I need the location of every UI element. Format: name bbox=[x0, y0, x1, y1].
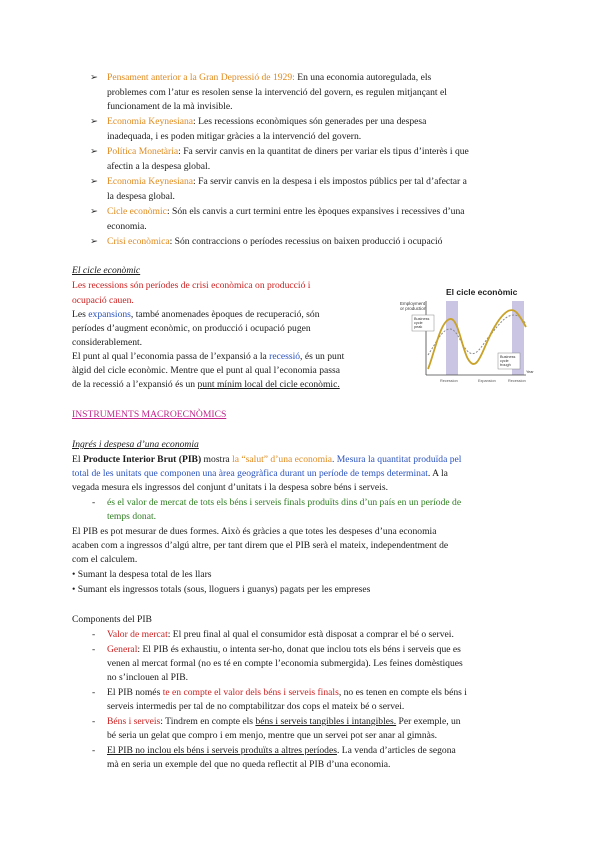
cycle-text-line: àlgid del cicle econòmic. Mentre que el punt al qual l’economia passa bbox=[72, 365, 340, 376]
component-item: Béns i serveis: Tindrem en compte els béns i serveis tangibles i intangibles. Per exemple, un bbox=[107, 716, 461, 727]
arrow-bullet-icon: ➢ bbox=[90, 236, 99, 247]
definition-item: Política Monetària: Fa servir canvis en la quantitat de diners per variar els tipus d’interès i que bbox=[107, 146, 469, 157]
dash-bullet-icon: - bbox=[92, 716, 96, 727]
band-label: Expansion bbox=[478, 379, 496, 383]
arrow-bullet-icon: ➢ bbox=[90, 146, 99, 157]
pib-heading: Ingrés i despesa d’una economia bbox=[72, 439, 199, 450]
cycle-text-line: considerablement. bbox=[72, 337, 143, 348]
dash-bullet-icon: - bbox=[92, 629, 96, 640]
pib-bullet-item: • Sumant la despesa total de les llars bbox=[72, 569, 212, 580]
cycle-text-line: El punt al qual l’economia passa de l’expansió a la recessió, és un punt bbox=[72, 351, 345, 362]
cycle-heading: El cicle econòmic bbox=[72, 265, 141, 276]
definition-item: Cicle econòmic: Són els canvis a curt termini entre les èpoques expansives i recessives d’una bbox=[107, 206, 465, 217]
definition-item: Crisi econòmica: Són contraccions o períodes recessius on baixen producció i ocupació bbox=[107, 236, 443, 247]
pib-text-line: El PIB es pot mesurar de dues formes. Això és gràcies a que totes les despeses d’una economia bbox=[72, 526, 437, 537]
band-label: Recession bbox=[508, 379, 526, 383]
trough-label: cycle bbox=[500, 359, 509, 363]
cycle-text-line: Les recessions són períodes de crisi econòmica on producció i bbox=[72, 280, 311, 291]
peak-label: cycle bbox=[414, 321, 423, 325]
cycle-text-line: períodes d’augment econòmic, on producció i ocupació pugen bbox=[72, 323, 311, 334]
arrow-bullet-icon: ➢ bbox=[90, 116, 99, 127]
pib-definition-line: temps donat. bbox=[107, 511, 157, 522]
pib-text-line: acaben com a ingressos d’algú altre, per tant direm que el PIB serà el mateix, independentment de bbox=[72, 540, 449, 551]
chart-ylabel: or production bbox=[400, 306, 427, 311]
pib-definition-line: és el valor de mercat de tots els béns i serveis finals produïts dins d’un país en un període de bbox=[107, 497, 462, 508]
definition-term: Economia Keynesiana bbox=[107, 116, 194, 127]
component-item: Valor de mercat: El preu final al qual el consumidor està disposat a comprar el bé o servei. bbox=[107, 629, 454, 640]
business-cycle-chart bbox=[398, 283, 534, 387]
chart-ylabel: Employment bbox=[400, 301, 426, 306]
component-item: General: El PIB és exhaustiu, o intenta ser-ho, donat que inclou tots els béns i serveis que es bbox=[107, 644, 461, 655]
arrow-bullet-icon: ➢ bbox=[90, 176, 99, 187]
dash-bullet-icon: - bbox=[92, 644, 96, 655]
definition-term: Economia Keynesiana bbox=[107, 176, 194, 187]
chart-xlabel: Year bbox=[526, 370, 534, 374]
definition-term: Pensament anterior a la Gran Depressió de 1929: bbox=[107, 72, 295, 83]
pib-text-line: vegada mesura els ingressos del conjunt d’unitats i la despesa sobre béns i serveis. bbox=[72, 482, 388, 493]
dash-bullet-icon: - bbox=[92, 745, 96, 756]
pib-bullet-item: • Sumant els ingressos totals (sous, lloguers i guanys) pagats per les empreses bbox=[72, 584, 371, 595]
cycle-text-line: Les expansions, també anomenades èpoques de recuperació, són bbox=[72, 309, 320, 320]
definition-term: Crisi econòmica bbox=[107, 236, 170, 247]
definition-item: Economia Keynesiana: Fa servir canvis en la despesa i els impostos públics per tal d’afectar a bbox=[107, 176, 467, 187]
component-item: El PIB només te en compte el valor dels béns i serveis finals, no es tenen en compte els béns i bbox=[107, 687, 467, 698]
pib-text-line: com el calculem. bbox=[72, 554, 138, 565]
dash-bullet-icon: - bbox=[92, 497, 96, 508]
pib-text-line: total de les unitats que componen una àrea geogràfica durant un període de temps determinat. A la bbox=[72, 468, 448, 479]
components-heading: Components del PIB bbox=[72, 614, 152, 625]
dash-bullet-icon: - bbox=[92, 687, 96, 698]
cycle-text-line: ocupació cauen. bbox=[72, 295, 134, 306]
definition-item: Economia Keynesiana: Les recessions econòmiques són generades per una despesa bbox=[107, 116, 427, 127]
peak-label: peak bbox=[414, 325, 423, 329]
arrow-bullet-icon: ➢ bbox=[90, 72, 99, 83]
peak-label: Business bbox=[414, 317, 430, 321]
component-item: El PIB no inclou els béns i serveis produïts a altres períodes. La venda d’articles de segona bbox=[107, 745, 456, 756]
section-heading: INSTRUMENTS MACROECNÒMICS bbox=[72, 409, 227, 420]
recession-band bbox=[446, 301, 458, 375]
trough-label: Business bbox=[500, 355, 516, 359]
arrow-bullet-icon: ➢ bbox=[90, 206, 99, 217]
definition-term: Cicle econòmic bbox=[107, 206, 167, 217]
trend-line bbox=[428, 315, 526, 355]
definition-item: Pensament anterior a la Gran Depressió de 1929: En una economia autoregulada, els bbox=[107, 72, 432, 83]
definition-term: Política Monetària bbox=[107, 146, 179, 157]
cycle-text-line: de la recessió a l’expansió és un punt mínim local del cicle econòmic. bbox=[72, 379, 340, 390]
document-page: ➢ Pensament anterior a la Gran Depressió de 1929: En una economia autoregulada, els problemes com l’atur es resolen sense la intervenció del govern, es regulen mitjançant el funcionament de la mà invisible. ➢ Economia Keynesiana: Les recessions econòmiques són generades per una despesa inadequada, i es poden mitigar gràcies a la intervenció del govern. ➢ Política Monetària: Fa servir canvis en la quantitat de diners per variar els tipus d’interès i que afectin a la despesa global. ➢ Economia Keynesiana: Fa servir canvis en la despesa i els impostos públics per tal d’afectar a la despesa global. ➢ Cicle econòmic: Són els canvis a curt termini entre les èpoques expansives i recessives d’una economia. ➢ Crisi econòmica: Són contraccions o períodes recessius on baixen producció i ocupació El cicle econòmic Les recessions són períodes de crisi econòmica on producció i ocupació cauen. Les expansions, també anomenades èpoques de recuperació, són períodes d’augment econòmic, on producció i ocupació pugen considerablement. El punt al qual l’economia passa de l’expansió a la recessió, és un punt àlgid del cicle econòmic. Mentre que el punt al qual l’economia passa de la recessió a l’expansió és un punt mínim local del cicle econòmic. El cicle econòmic Employment or production Business cycle peak Business cycle trough Year Recession Expansion Recession INSTRUMENTS MACROECNÒMICS Ingrés i despesa d’una economia El Producte Interior Brut (PIB) mostra la “salut” d’una economia. Mesura la quantitat produïda pel total de les unitats que componen una àrea geogràfica durant un període de temps determinat. A la vegada mesura els ingressos del conjunt d’unitats i la despesa sobre béns i serveis. - és el valor de mercat de tots els béns i serveis finals produïts dins d’un país en un període de temps donat. El PIB es pot mesurar de dues formes. Això és gràcies a que totes les despeses d’una economia acaben com a ingressos d’algú altre, per tant direm que el PIB serà el mateix, independentment de com el calculem. • Sumant la despesa total de les llars • Sumant els ingressos totals (sous, lloguers i guanys) pagats per les empreses Components del PIB - Valor de mercat: El preu final al qual el consumidor està disposat a comprar el bé o servei. - General: El PIB és exhaustiu, o intenta ser-ho, donat que inclou tots els béns i serveis que es venen al mercat formal (no es té en compte l’economia submergida). Les feines domèstiques no s’inclouen al PIB. - El PIB només te en compte el valor dels béns i serveis finals, no es tenen en compte els béns i serveis intermedis per tal de no comptabilitzar dos cops el mateix bé o servei. - Béns i serveis: Tindrem en compte els béns i serveis tangibles i intangibles. Per exemple, un bé seria un gelat que compro i em menjo, mentre que un servei pot ser anar al gimnàs. - El PIB no inclou els béns i serveis produïts a altres períodes. La venda d’articles de segona mà en seria un exemple del que no queda reflectit al PIB d’una economia. bbox=[72, 72, 534, 770]
trough-label: trough bbox=[500, 363, 511, 367]
chart-title: El cicle econòmic bbox=[446, 287, 518, 297]
pib-text-line: El Producte Interior Brut (PIB) mostra la “salut” d’una economia. Mesura la quantitat produïda pel bbox=[72, 454, 462, 465]
band-label: Recession bbox=[440, 379, 458, 383]
